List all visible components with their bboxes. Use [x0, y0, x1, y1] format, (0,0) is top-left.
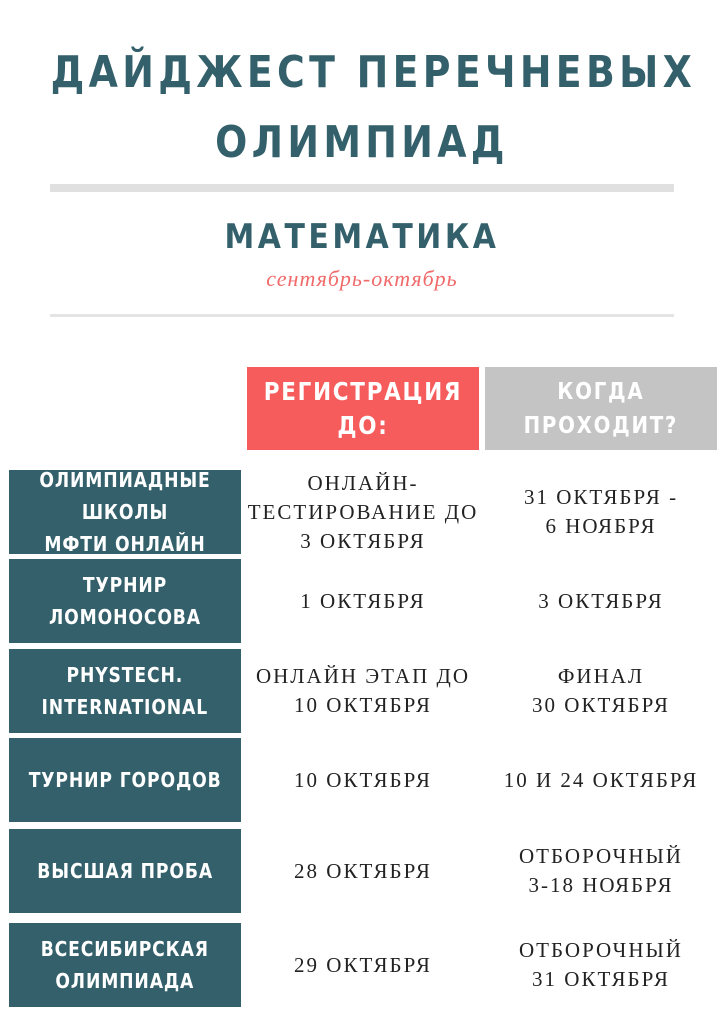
olympiad-name-label: ВЫСШАЯ ПРОБА — [37, 859, 213, 883]
table-row — [0, 829, 724, 913]
table-row — [0, 559, 724, 643]
olympiad-name — [9, 470, 241, 554]
section-divider — [50, 314, 674, 317]
subject-heading: МАТЕМАТИКА — [224, 217, 500, 257]
olympiad-name-label: PHYSTECH. INTERNATIONAL — [41, 663, 209, 719]
page-title-line-2: ОЛИМПИАД — [215, 117, 509, 168]
olympiad-name — [9, 649, 241, 733]
event-dates: ОТБОРОЧНЫЙ 3-18 НОЯБРЯ — [519, 844, 683, 897]
table-row — [0, 923, 724, 1007]
event-dates: ФИНАЛ 30 ОКТЯБРЯ — [532, 664, 670, 717]
registration-deadline: 1 ОКТЯБРЯ — [300, 588, 426, 613]
table-row — [0, 738, 724, 822]
event-dates: ОТБОРОЧНЫЙ 31 ОКТЯБРЯ — [519, 938, 683, 991]
olympiad-name-label: ВСЕСИБИРСКАЯ ОЛИМПИАДА — [40, 937, 210, 993]
olympiad-name — [9, 923, 241, 1007]
olympiad-name-label: ТУРНИР ЛОМОНОСОВА — [49, 573, 201, 629]
page-title — [50, 38, 697, 178]
table-row — [0, 649, 724, 733]
header-when-label: КОГДА ПРОХОДИТ? — [523, 378, 679, 439]
event-dates: 10 И 24 ОКТЯБРЯ — [503, 767, 699, 792]
header-when — [485, 367, 717, 450]
event-dates: 3 ОКТЯБРЯ — [538, 588, 664, 613]
olympiad-name — [9, 559, 241, 643]
olympiad-name-label: ОЛИМПИАДНЫЕ ШКОЛЫ МФТИ ОНЛАЙН — [39, 468, 211, 556]
registration-deadline: 10 ОКТЯБРЯ — [294, 767, 432, 792]
registration-deadline: 29 ОКТЯБРЯ — [294, 952, 432, 977]
registration-deadline: ОНЛАЙН- ТЕСТИРОВАНИЕ ДО 3 ОКТЯБРЯ — [247, 470, 479, 553]
olympiad-name — [9, 738, 241, 822]
registration-deadline: 28 ОКТЯБРЯ — [294, 858, 432, 883]
title-divider — [50, 184, 674, 192]
header-registration — [247, 367, 479, 450]
table-row — [0, 470, 724, 554]
event-dates: 31 ОКТЯБРЯ - 6 НОЯБРЯ — [523, 485, 679, 538]
header-registration-label: РЕГИСТРАЦИЯ ДО: — [263, 376, 463, 440]
period-subtitle: сентябрь-октябрь — [266, 266, 458, 291]
olympiad-name-label: ТУРНИР ГОРОДОВ — [28, 768, 222, 792]
olympiad-name — [9, 829, 241, 913]
registration-deadline: ОНЛАЙН ЭТАП ДО 10 ОКТЯБРЯ — [255, 664, 471, 717]
page-title-line-1: ДАЙДЖЕСТ ПЕРЕЧНЕВЫХ — [50, 47, 697, 98]
